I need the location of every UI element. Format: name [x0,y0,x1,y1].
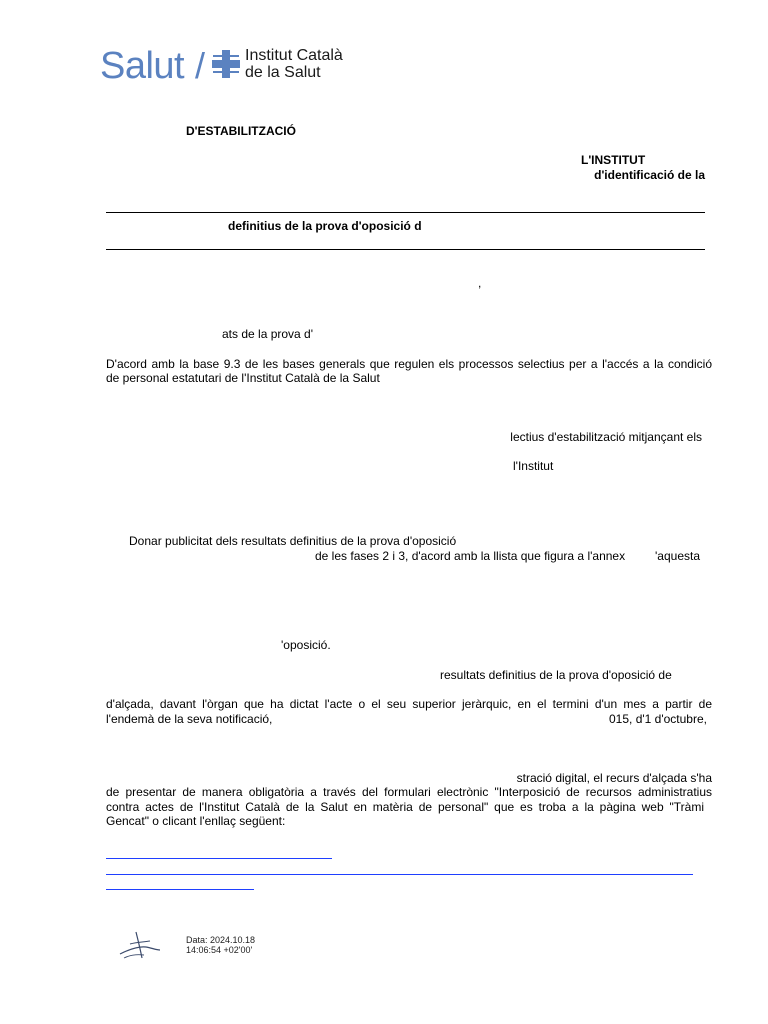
header-right-line2: d'identificació de la [594,168,705,182]
body-fragment-5: resultats definitius de la prova d'oposició de [440,668,672,682]
body-fragment-1: ats de la prova d' [222,327,314,341]
digital-line1: stració digital, el recurs d'alçada s'ha [516,771,712,785]
logo-institution-line1: Institut Català [245,47,343,64]
resolution-1-line1: Donar publicitat dels resultats definitius de la prova d'oposició [129,534,457,548]
para-1-line1: D'acord amb la base 9.3 de les bases generals que regulen els processos selectius per a l'accés a la condició [106,357,712,371]
para-1-line2: de personal estatutari de l'Institut Català de la Salut [106,371,380,385]
resolution-1-line2b: 'aquesta [655,549,700,563]
appeal-line2b: 015, d'1 d'octubre, [609,712,707,726]
body-fragment-3: l'Institut [513,459,554,473]
digital-line2: de presentar de manera obligatòria a través del formulari electrònic "Interposició de recursos administratius [106,785,712,799]
subject-text: definitius de la prova d'oposició d [228,219,422,233]
link-underline-3[interactable] [106,889,254,890]
signature-date-line1: Data: 2024.10.18 [186,935,256,945]
logo-institution-line2: de la Salut [245,64,321,81]
link-underline-2[interactable] [106,874,693,875]
appeal-line1: d'alçada, davant l'òrgan que ha dictat l'acte o el seu superior jeràrquic, en el termini d'un mes a partir de [106,697,712,711]
subject-top-rule [106,212,705,213]
digital-line3: contra actes de l'Institut Català de la Salut en matèria de personal" que es troba a la pàgina web "Tràmi [106,800,704,814]
appeal-line2a: l'endemà de la seva notificació, [106,712,273,726]
stray-comma: , [478,276,482,290]
logo-institution-name [245,47,343,81]
logo-slash: / [195,45,206,86]
logo-cross-icon [211,49,241,79]
body-fragment-4: 'oposició. [281,638,331,652]
signature-date [186,935,255,955]
link-underline-1[interactable] [106,858,332,859]
subject-bottom-rule [106,249,705,250]
header-right-line1: L'INSTITUT [581,153,646,167]
body-fragment-2: lectius d'estabilització mitjançant els [510,430,702,444]
signature-date-line2: 14:06:54 +02'00' [186,945,253,955]
digital-line4: Gencat" o clicant l'enllaç següent: [106,814,286,828]
signature-mark-icon [116,928,164,962]
resolution-1-line2a: de les fases 2 i 3, d'acord amb la llista que figura a l'annex [315,549,626,563]
document-title-fragment: D'ESTABILITZACIÓ [186,124,296,138]
logo-salut-text: Salut [100,45,185,87]
